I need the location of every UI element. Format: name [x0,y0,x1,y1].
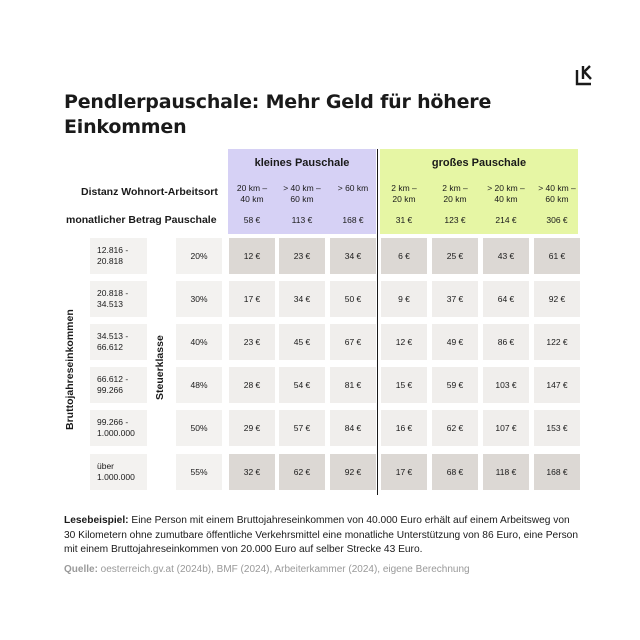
value-cell-r5-c4: 68 € [432,454,478,490]
source-text: oesterreich.gv.at (2024b), BMF (2024), Arbeiterkammer (2024), eigene Berechnung [97,564,470,575]
distance-header-2: > 60 km [337,183,369,193]
income-bracket-4: 99.266 - 1.000.000 [90,410,147,446]
amount-header-5: 214 € [495,215,517,225]
value-cell-r4-c2: 84 € [330,410,376,446]
value-cell-r0-c0: 12 € [229,238,275,274]
amount-header-6: 306 € [546,215,568,225]
value-cell-r1-c5: 64 € [483,281,529,317]
value-cell-r2-c3: 12 € [381,324,427,360]
value-cell-r1-c1: 34 € [279,281,325,317]
amount-header-1: 113 € [291,215,313,225]
value-cell-r3-c1: 54 € [279,367,325,403]
value-cell-r5-c0: 32 € [229,454,275,490]
tax-axis-label: Steuerklasse [154,335,166,400]
amount-header-4: 123 € [444,215,466,225]
value-cell-r5-c5: 118 € [483,454,529,490]
value-cell-r5-c6: 168 € [534,454,580,490]
amount-header-2: 168 € [342,215,364,225]
reading-example [64,514,578,558]
amount-row-label: monatlicher Betrag Pauschale [66,214,217,226]
value-cell-r4-c3: 16 € [381,410,427,446]
tax-rate-0: 20% [176,238,222,274]
value-cell-r2-c4: 49 € [432,324,478,360]
value-cell-r3-c6: 147 € [534,367,580,403]
value-cell-r1-c4: 37 € [432,281,478,317]
chart-title: Pendlerpauschale: Mehr Geld für höhere Einkommen [64,91,492,138]
source-label: Quelle: [64,564,98,575]
value-cell-r1-c2: 50 € [330,281,376,317]
amount-header-3: 31 € [395,215,413,225]
value-cell-r2-c6: 122 € [534,324,580,360]
value-cell-r4-c6: 153 € [534,410,580,446]
distance-header-5: > 20 km – 40 km [487,183,525,204]
income-bracket-1: 20.818 - 34.513 [90,281,147,317]
value-cell-r3-c2: 81 € [330,367,376,403]
group-header-large: großes Pauschale [431,157,527,169]
value-cell-r1-c0: 17 € [229,281,275,317]
value-cell-r2-c0: 23 € [229,324,275,360]
value-cell-r0-c3: 6 € [381,238,427,274]
income-bracket-2: 34.513 - 66.612 [90,324,147,360]
value-cell-r5-c3: 17 € [381,454,427,490]
value-cell-r3-c0: 28 € [229,367,275,403]
distance-row-label: Distanz Wohnort-Arbeitsort [81,186,218,198]
income-axis-label: Bruttojahreseinkommen [64,309,76,430]
distance-header-0: 20 km – 40 km [236,183,268,204]
value-cell-r3-c4: 59 € [432,367,478,403]
tax-rate-1: 30% [176,281,222,317]
distance-header-3: 2 km – 20 km [391,183,417,204]
value-cell-r3-c5: 103 € [483,367,529,403]
group-divider [377,149,378,495]
value-cell-r1-c6: 92 € [534,281,580,317]
value-cell-r4-c5: 107 € [483,410,529,446]
income-bracket-5: über 1.000.000 [90,454,147,490]
amount-header-0: 58 € [243,215,261,225]
brand-k-logo-icon [575,64,597,86]
value-cell-r0-c2: 34 € [330,238,376,274]
reading-example-label: Lesebeispiel: [64,515,129,526]
value-cell-r2-c1: 45 € [279,324,325,360]
value-cell-r2-c2: 67 € [330,324,376,360]
value-cell-r2-c5: 86 € [483,324,529,360]
value-cell-r0-c4: 25 € [432,238,478,274]
tax-rate-4: 50% [176,410,222,446]
tax-rate-2: 40% [176,324,222,360]
value-cell-r5-c2: 92 € [330,454,376,490]
value-cell-r4-c4: 62 € [432,410,478,446]
value-cell-r4-c1: 57 € [279,410,325,446]
value-cell-r4-c0: 29 € [229,410,275,446]
value-cell-r0-c5: 43 € [483,238,529,274]
value-cell-r5-c1: 62 € [279,454,325,490]
reading-example-text: Eine Person mit einem Bruttojahreseinkommen von 40.000 Euro erhält auf einem Arbeitsweg von 30 Kilometern ohne zumutbare öffentliche Verkehrsmittel eine monatliche Unterstützung von 86 Euro, eine Person mit einem Bruttojahreseinkommen von 20.000 Euro auf selber Strecke 43 Euro. [64,515,579,555]
tax-rate-5: 55% [176,454,222,490]
income-bracket-3: 66.612 - 99.266 [90,367,147,403]
value-cell-r0-c1: 23 € [279,238,325,274]
group-header-small: kleines Pauschale [254,157,350,169]
distance-header-1: > 40 km – 60 km [283,183,321,204]
distance-header-4: 2 km – 20 km [442,183,468,204]
income-bracket-0: 12.816 - 20.818 [90,238,147,274]
value-cell-r1-c3: 9 € [381,281,427,317]
value-cell-r3-c3: 15 € [381,367,427,403]
source-line [64,564,470,575]
tax-rate-3: 48% [176,367,222,403]
value-cell-r0-c6: 61 € [534,238,580,274]
distance-header-6: > 40 km – 60 km [538,183,576,204]
